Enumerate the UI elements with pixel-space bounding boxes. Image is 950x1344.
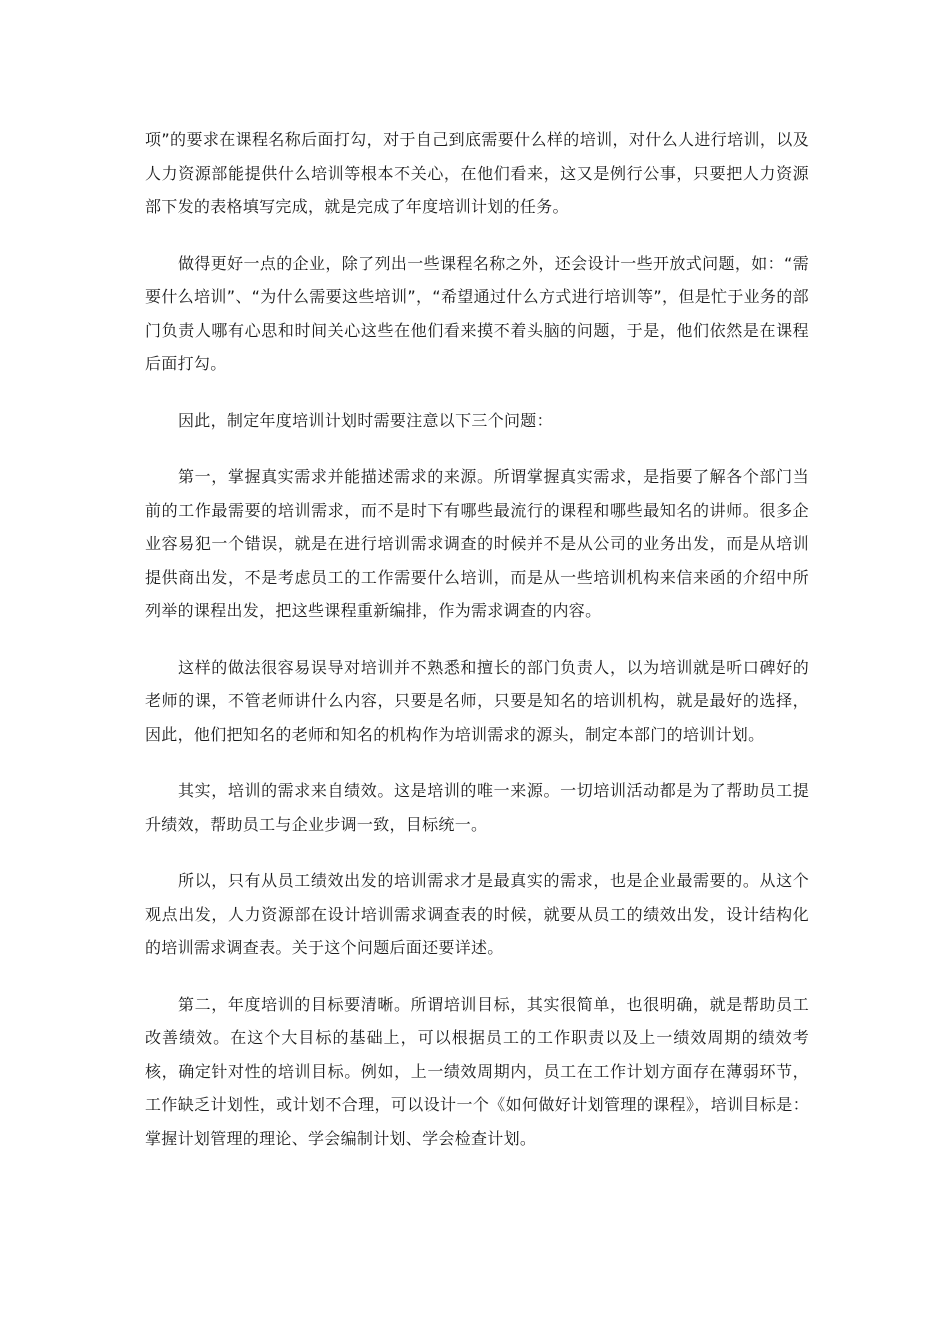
paragraph-second-issue: 第二，年度培训的目标要清晰。所谓培训目标，其实很简单，也很明确，就是帮助员工改善绩效。在这个大目标的基础上，可以根据员工的工作职责以及上一绩效周期的绩效考核，确定针对性的培训目标。例如，上一绩效周期内，员工在工作计划方面存在薄弱环节，工作缺乏计划性，或计划不合理，可以设计一个《如何做好计划管理的课程》，培训目标是：掌握计划管理的理论、学会编制计划、学会检查计划。 bbox=[145, 994, 809, 1148]
paragraph-first-issue: 第一，掌握真实需求并能描述需求的来源。所谓掌握真实需求，是指要了解各个部门当前的工作最需要的培训需求，而不是时下有哪些最流行的课程和哪些最知名的讲师。很多企业容易犯一个错误，就是在进行培训需求调查的时候并不是从公司的业务出发，而是从培训提供商出发，不是考虑员工的工作需要什么培训，而是从一些培训机构来信来函的介绍中所列举的课程出发，把这些课程重新编排，作为需求调查的内容。 bbox=[145, 467, 809, 620]
paragraph-open-questions: 做得更好一点的企业，除了列出一些课程名称之外，还会设计一些开放式问题，如：“需要什么培训”、“为什么需要这些培训”，“希望通过什么方式进行培训等”，但是忙于业务的部门负责人哪有心思和时间关心这些在他们看来摸不着头脑的问题，于是，他们依然是在课程后面打勾。 bbox=[145, 253, 809, 373]
paragraph-three-issues: 因此，制定年度培训计划时需要注意以下三个问题： bbox=[178, 410, 553, 430]
paragraph-needs-from-performance: 其实，培训的需求来自绩效。这是培训的唯一来源。一切培训活动都是为了帮助员工提升绩效，帮助员工与企业步调一致，目标统一。 bbox=[145, 781, 809, 834]
document-body bbox=[145, 123, 809, 1178]
paragraph-structured-survey: 所以，只有从员工绩效出发的培训需求才是最真实的需求，也是企业最需要的。从这个观点出发，人力资源部在设计培训需求调查表的时候，就要从员工的绩效出发，设计结构化的培训需求调查表。关于这个问题后面还要详述。 bbox=[145, 871, 809, 957]
paragraph-misleading-practice: 这样的做法很容易误导对培训并不熟悉和擅长的部门负责人，以为培训就是听口碑好的老师的课，不管老师讲什么内容，只要是名师，只要是知名的培训机构，就是最好的选择，因此，他们把知名的老师和知名的机构作为培训需求的源头，制定本部门的培训计划。 bbox=[145, 657, 809, 744]
paragraph-continued: 项”的要求在课程名称后面打勾，对于自己到底需要什么样的培训，对什么人进行培训，以及人力资源部能提供什么培训等根本不关心，在他们看来，这又是例行公事，只要把人力资源部下发的表格填写完成，就是完成了年度培训计划的任务。 bbox=[145, 130, 809, 216]
